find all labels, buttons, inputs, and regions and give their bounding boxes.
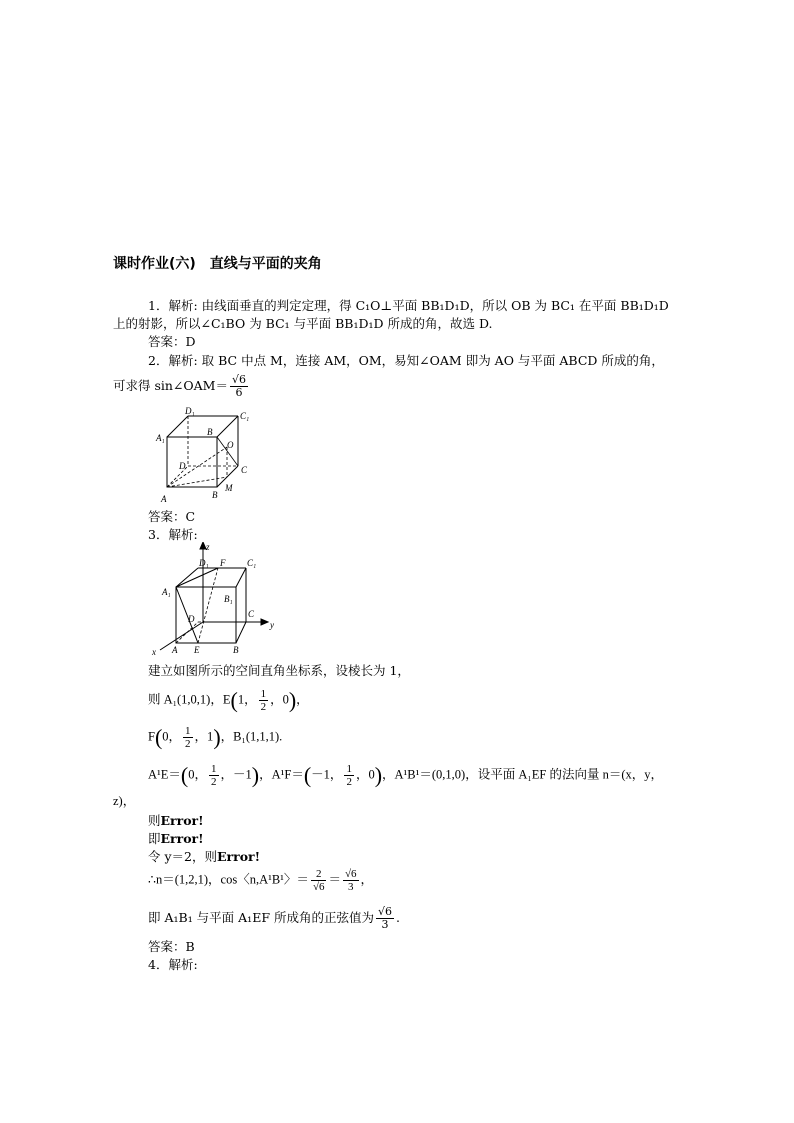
frac-num: 1 xyxy=(260,688,267,700)
p3-l7a: 即 xyxy=(148,831,161,846)
label-M: M xyxy=(225,483,233,493)
frac-half-3 xyxy=(209,763,219,788)
frac-den: 2 xyxy=(346,776,352,788)
p3-l6a: 则 xyxy=(148,813,161,828)
frac-cos-2 xyxy=(343,868,359,893)
label-A1: A₁ xyxy=(162,587,171,597)
p3-l8a: 令 y＝2，则 xyxy=(148,849,217,864)
p3-line1: 建立如图所示的空间直角坐标系，设棱长为 1， xyxy=(148,663,410,678)
axis-z: z xyxy=(206,542,210,552)
label-D1: D₁ xyxy=(199,558,209,568)
label-A: A xyxy=(161,494,167,504)
frac-den: 2 xyxy=(185,738,191,750)
frac-num: 1 xyxy=(185,725,191,737)
frac-num: √6 xyxy=(377,905,392,918)
p1-answer: 答案：D xyxy=(148,334,196,349)
frac-den: √6 xyxy=(312,881,325,893)
p3-l9a: ∴n＝(1,2,1)，cos〈n,A¹B¹〉＝ xyxy=(148,872,309,887)
p2-line1: 2．解析: 取 BC 中点 M，连接 AM，OM，易知∠OAM 即为 AO 与平面 ABCD 所成的角， xyxy=(148,353,664,368)
p3-line3: F(0， $\frac{1}{2}$ ，1)，B₁(1,1,1). xyxy=(148,724,283,750)
label-C: C xyxy=(248,609,255,619)
p3-l4g: ，A¹B¹＝(0,1,0)，设平面 A₁EF 的法向量 n＝(x，y， xyxy=(382,767,663,782)
frac-num: 1 xyxy=(211,763,217,775)
label-E: E xyxy=(194,645,200,655)
equals: ＝ xyxy=(328,872,341,887)
frac-half-1 xyxy=(259,688,269,713)
p3-l2b: 1， xyxy=(237,692,257,707)
p3-l3b: 0， xyxy=(162,729,182,744)
label-B: B xyxy=(212,490,218,500)
p3-line7 xyxy=(148,830,204,848)
p3-l3c: ，1 xyxy=(194,729,214,744)
label-D: D xyxy=(188,614,195,624)
p3-l10-end: . xyxy=(395,910,400,925)
p3-l4e: －1， xyxy=(311,767,343,782)
frac-num: √6 xyxy=(345,868,357,880)
p3-l2a: 则 A₁(1,0,1)，E xyxy=(148,692,231,707)
p2-line2-prefix: 可求得 sin∠OAM＝ xyxy=(113,378,228,393)
p3-line9 xyxy=(148,868,373,893)
p3-l9-end: ， xyxy=(360,872,374,887)
p3-line6 xyxy=(148,812,204,830)
label-B1: B₁ xyxy=(224,594,233,604)
p3-line2: 则 A₁(1,0,1)，E(1， $\frac{1}{2}$ ，0)， xyxy=(148,687,309,713)
label-D: D xyxy=(179,461,186,471)
p3-l4a: A¹E＝ xyxy=(148,767,181,782)
p1-line1: 1．解析: 由线面垂直的判定定理，得 C₁O⊥平面 BB₁D₁D，所以 OB 为 BC₁ 在平面 BB₁D₁D xyxy=(148,298,669,313)
frac-cos-1 xyxy=(311,868,327,893)
p1-line2: 上的射影，所以∠C₁BO 为 BC₁ 与平面 BB₁D₁D 所成的角，故选 D. xyxy=(113,316,493,331)
frac-den: 2 xyxy=(211,776,217,788)
error-text: Error! xyxy=(217,849,261,864)
p3-l3a: F xyxy=(148,729,155,744)
p3-l2c: ，0 xyxy=(270,692,289,707)
label-D1: D₁ xyxy=(185,406,195,416)
p3-l2d: ， xyxy=(296,692,309,707)
label-O: O xyxy=(227,440,234,450)
frac-num: 1 xyxy=(346,763,352,775)
page-title: 课时作业(六) 直线与平面的夹角 xyxy=(113,256,322,272)
p3-l4b: 0， xyxy=(188,767,208,782)
label-B1: B xyxy=(207,427,213,437)
p2-answer: 答案：C xyxy=(148,509,196,524)
p3-l4f: ，0 xyxy=(355,767,375,782)
p3-line8 xyxy=(148,848,260,866)
frac-half-2 xyxy=(183,725,193,750)
label-F: F xyxy=(220,558,226,568)
axis-y: y xyxy=(270,620,274,630)
frac-den: 3 xyxy=(381,918,389,931)
p3-head: 3．解析: xyxy=(148,527,198,542)
p2-fraction xyxy=(230,374,248,399)
frac-den: 3 xyxy=(348,881,354,893)
p2-line2 xyxy=(113,374,250,399)
p2-frac-num: √6 xyxy=(231,373,246,386)
p2-frac-den: 6 xyxy=(235,386,243,399)
label-A: A xyxy=(172,645,178,655)
p3-line5: z)， xyxy=(113,794,136,808)
p3-l4d: ，A¹F＝ xyxy=(259,767,304,782)
cube-figure-1 xyxy=(155,405,265,505)
p3-line10 xyxy=(148,906,400,931)
label-A1: A₁ xyxy=(156,433,165,443)
frac-sine xyxy=(376,906,394,931)
error-text: Error! xyxy=(160,813,204,828)
label-C1: C₁ xyxy=(247,558,257,568)
cube-figure-2 xyxy=(148,542,278,657)
frac-den: 2 xyxy=(260,701,267,713)
frac-half-4 xyxy=(344,763,354,788)
p3-l3d: ，B₁(1,1,1). xyxy=(220,729,283,744)
label-C: C xyxy=(241,465,248,475)
label-C1: C₁ xyxy=(240,411,250,421)
p3-l10a: 即 A₁B₁ 与平面 A₁EF 所成角的正弦值为 xyxy=(148,910,374,925)
p3-line4: A¹E＝(0， $\frac{1}{2}$ ，－1)，A¹F＝(－1， $\frac{1}{2}$ ，0)，A¹B¹＝(0,1,0)，设平面 A₁EF 的法向量 n＝(x，y， xyxy=(148,762,663,788)
p3-answer: 答案：B xyxy=(148,939,195,954)
p4-head: 4．解析: xyxy=(148,957,198,972)
error-text: Error! xyxy=(160,831,204,846)
frac-num: 2 xyxy=(311,868,327,881)
axis-x: x xyxy=(152,647,156,657)
label-B: B xyxy=(233,645,239,655)
p3-l4c: ，－1 xyxy=(220,767,252,782)
